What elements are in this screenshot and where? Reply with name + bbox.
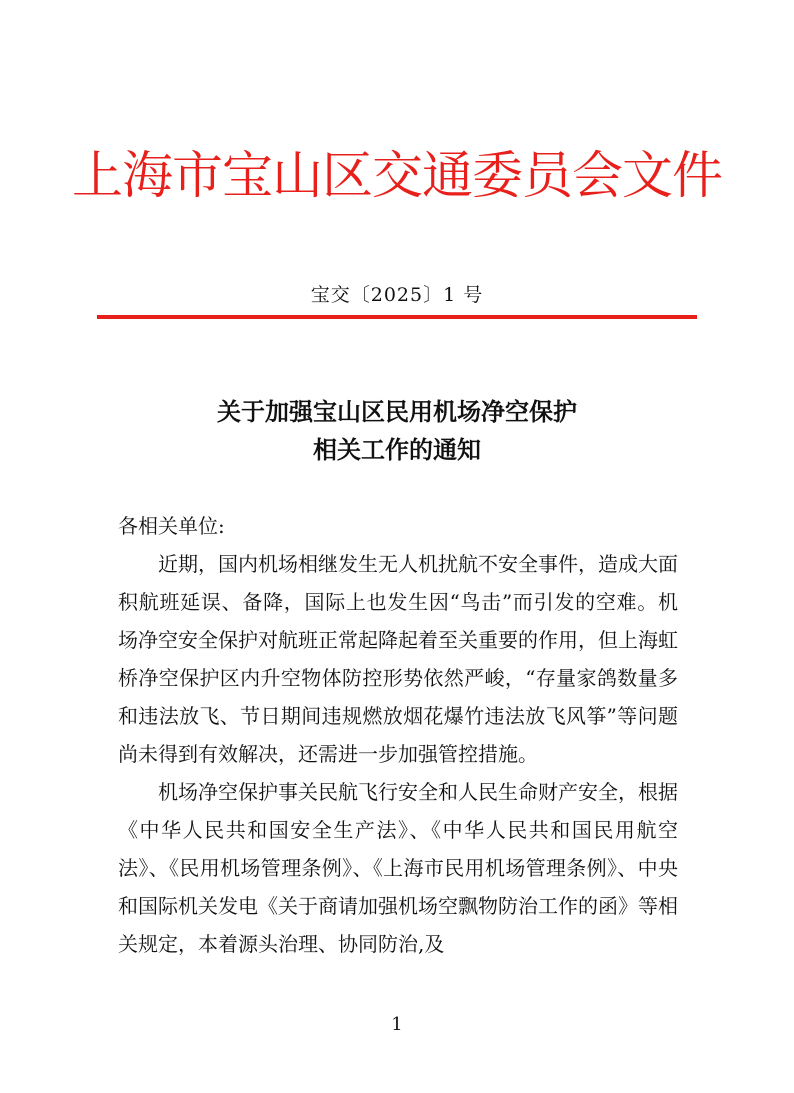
title-line-1: 关于加强宝山区民用机场净空保护 — [217, 398, 577, 426]
red-divider — [97, 315, 697, 319]
document-title — [0, 393, 794, 469]
paragraph-2: 机场净空保护事关民航飞行安全和人民生命财产安全，根据《中华人民共和国安全生产法》、《中华人民共和国民用航空法》、《民用机场管理条例》、《上海市民用机场管理条例》、中央和国际机关发电《关于商请加强机场空飘物防治工作的函》等相关规定，本着源头治理、协同防治,及 — [118, 780, 678, 956]
paragraph-1: 近期，国内机场相继发生无人机扰航不安全事件，造成大面积航班延误、备降，国际上也发生因“鸟击”而引发的空难。机场净空安全保护对航班正常起降起着至关重要的作用，但上海虹桥净空保护区内升空物体防控形势依然严峻，“存量家鸽数量多和违法放飞、节日期间违规燃放烟花爆竹违法放飞风筝”等问题尚未得到有效解决，还需进一步加强管控措施。 — [118, 552, 678, 766]
title-line-2: 相关工作的通知 — [313, 436, 481, 464]
salutation: 各相关单位: — [118, 514, 225, 538]
body-text — [118, 507, 678, 963]
page-number: 1 — [391, 1014, 403, 1035]
letterhead-title: 上海市宝山区交通委员会文件 — [71, 147, 722, 206]
document-number: 宝交〔2025〕1 号 — [310, 284, 484, 306]
